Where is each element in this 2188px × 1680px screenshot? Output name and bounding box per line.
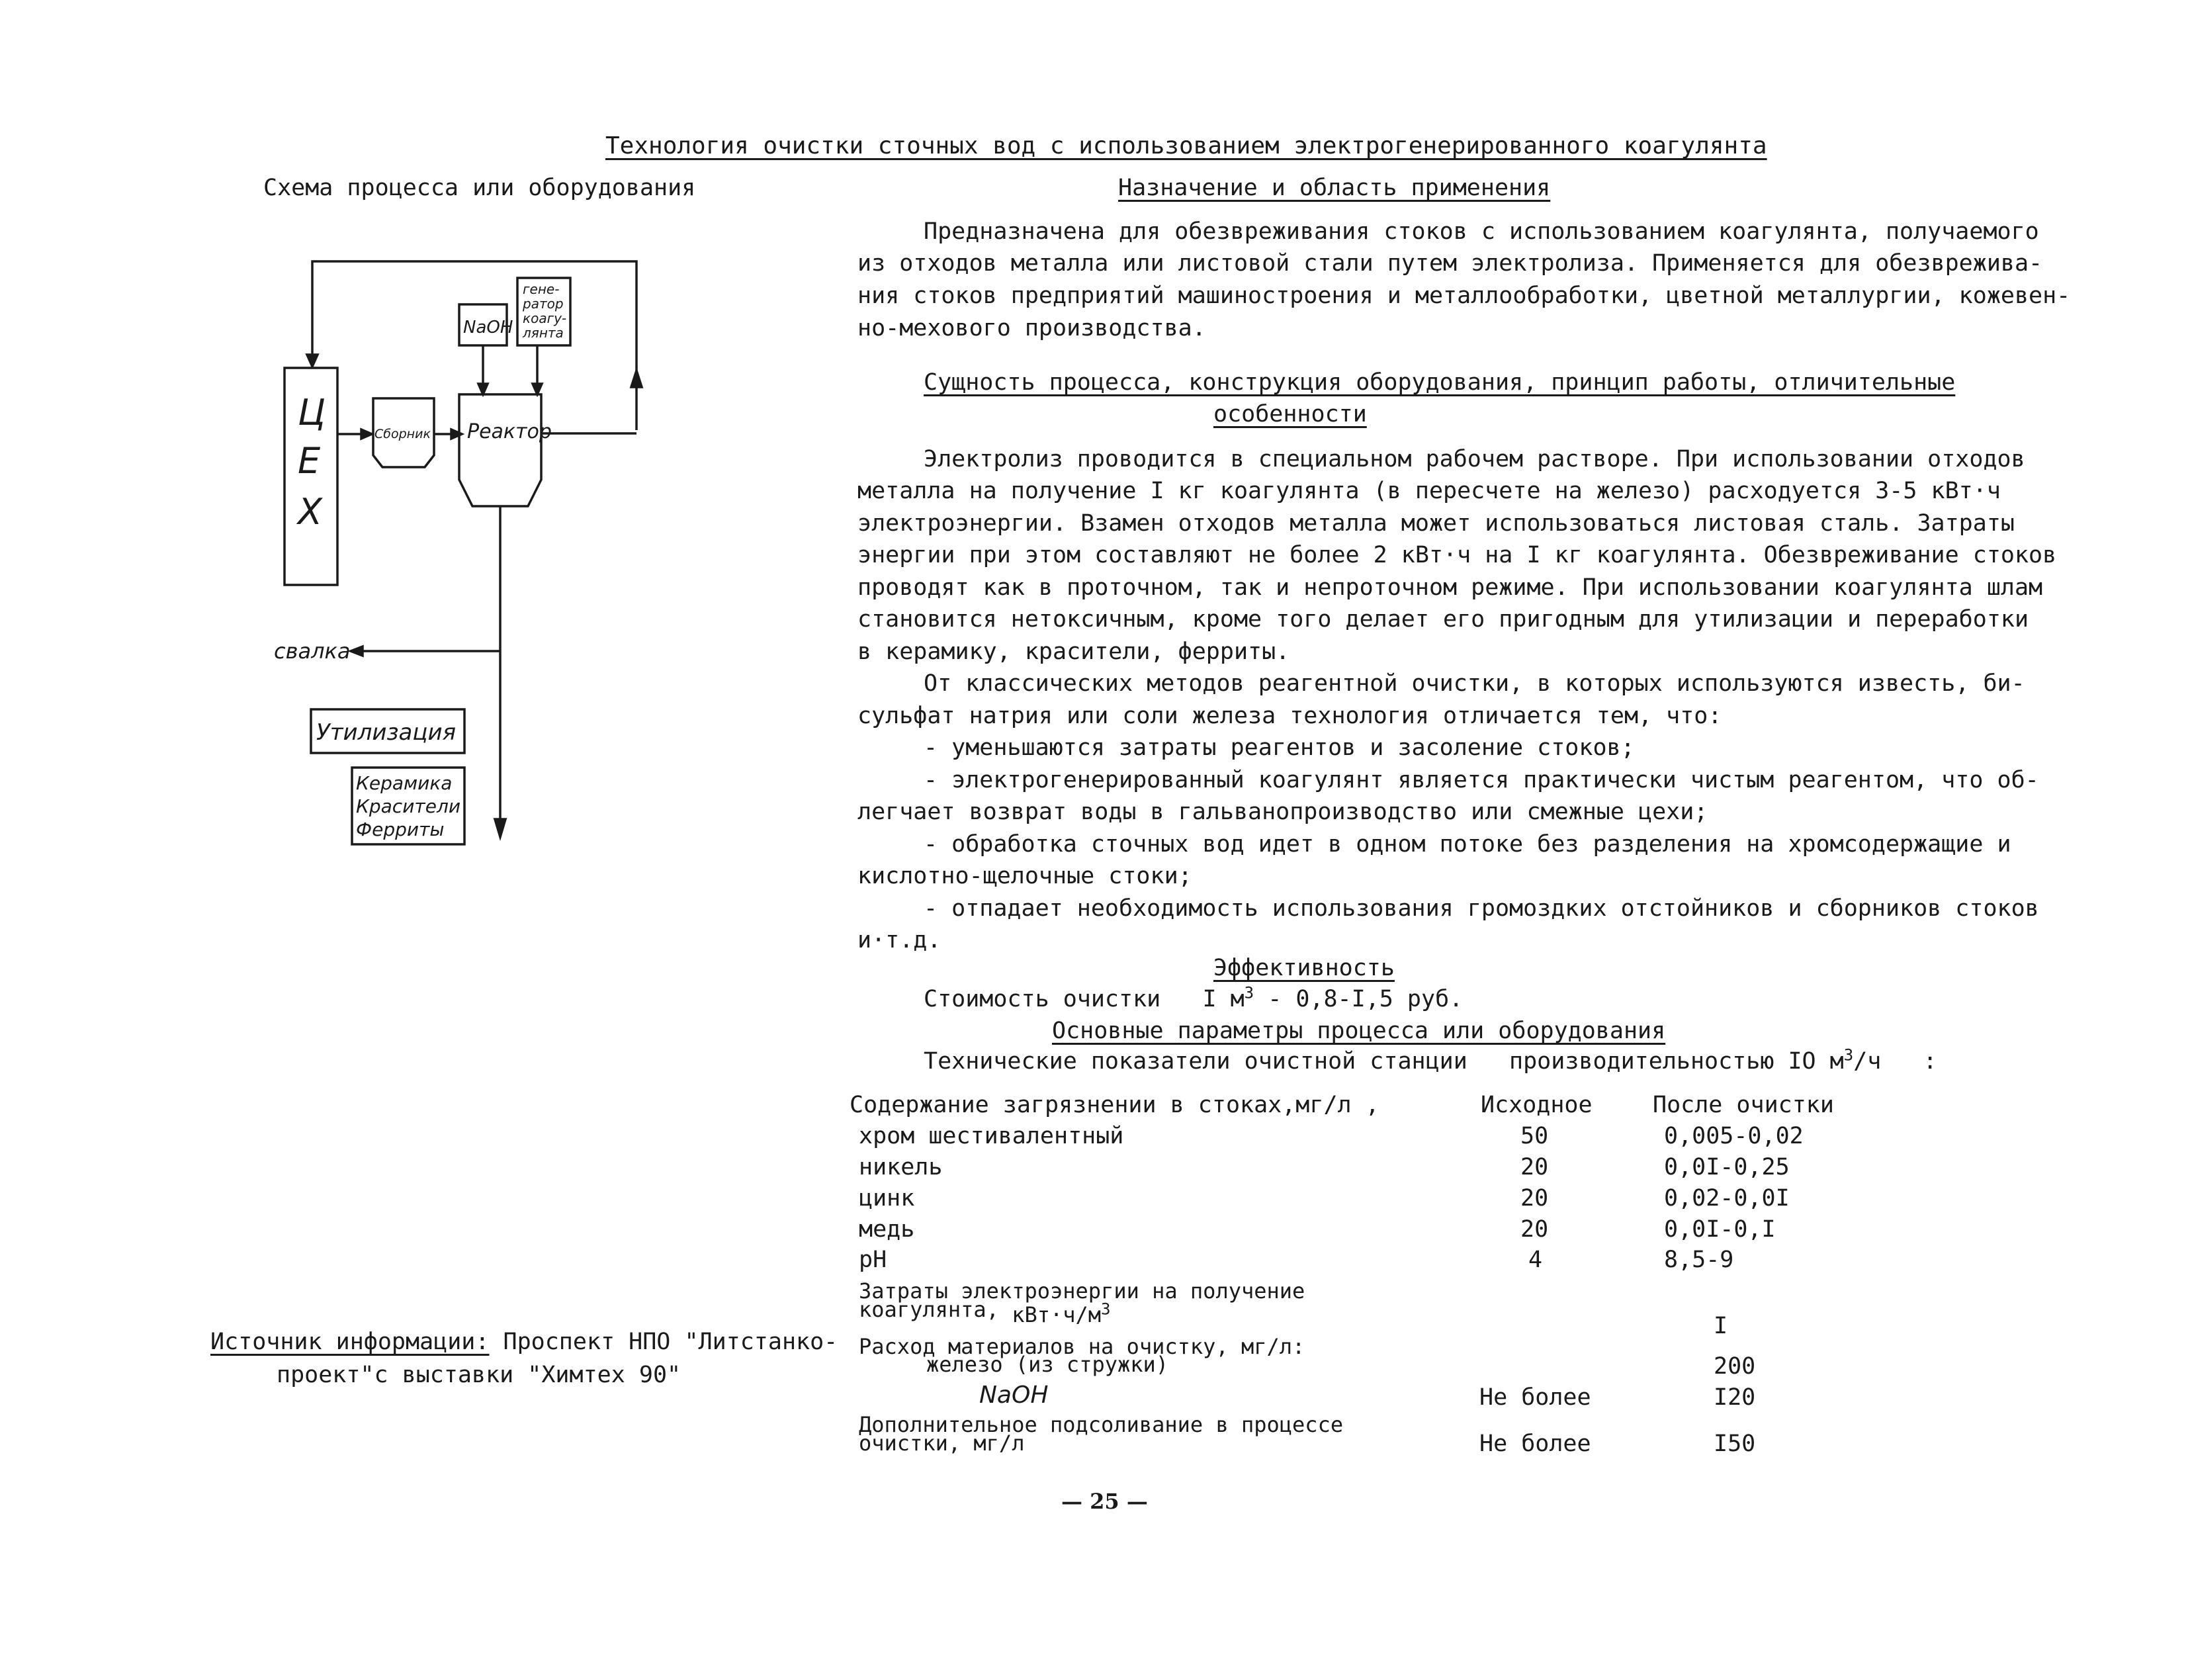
materials-iron-value: 200 bbox=[1714, 1353, 1756, 1380]
product-3: Ферриты bbox=[356, 818, 445, 840]
essence-line: проводят как в проточном, так и непроточном режиме. При использовании коагулянта шлам bbox=[857, 574, 2043, 601]
tsekh-letter-2: Е bbox=[298, 440, 321, 482]
materials-naoh-qual: Не более bbox=[1479, 1384, 1591, 1411]
cost-unit: I м bbox=[1202, 986, 1245, 1012]
essence-line: - обработка сточных вод идет в одном потоке без разделения на хромсодержащие и bbox=[924, 831, 2011, 858]
table-header-initial: Исходное bbox=[1481, 1092, 1593, 1118]
essence-line: легчает возврат воды в гальванопроизводство или смежные цехи; bbox=[857, 799, 1708, 825]
table-row-after: 0,0I-0,I bbox=[1664, 1216, 1776, 1243]
cost-label: Стоимость очистки bbox=[924, 986, 1161, 1012]
cost-row bbox=[924, 983, 1464, 1012]
essence-heading-2: особенности bbox=[1213, 401, 1367, 427]
table-row-name: хром шестивалентный bbox=[859, 1123, 1124, 1149]
table-row-after: 0,02-0,0I bbox=[1664, 1185, 1790, 1212]
energy-line-1: Затраты электроэнергии на получение bbox=[859, 1278, 1305, 1304]
energy-label: коагулянта, bbox=[859, 1297, 999, 1322]
svalka-label: свалка bbox=[274, 639, 351, 664]
tech-label: Технические показатели очистной станции bbox=[924, 1048, 1467, 1075]
essence-line: От классических методов реагентной очистки, в которых используются известь, би- bbox=[924, 670, 2025, 697]
essence-line: - отпадает необходимость использования громоздких отстойников и сборников стоков bbox=[924, 895, 2039, 922]
essence-line: и·т.д. bbox=[857, 927, 941, 953]
purpose-line: из отходов металла или листовой стали путем электролиза. Применяется для обезврежива- bbox=[857, 250, 2043, 277]
generator-line-1: гене- bbox=[523, 281, 560, 297]
naoh-label: NaOH bbox=[463, 318, 513, 337]
cost-value: - 0,8-I,5 руб. bbox=[1268, 986, 1464, 1012]
scheme-heading: Схема процесса или оборудования bbox=[263, 175, 696, 201]
essence-line: кислотно-щелочные стоки; bbox=[857, 863, 1192, 889]
energy-unit-sup: 3 bbox=[1101, 1300, 1111, 1319]
tech-row bbox=[924, 1045, 1937, 1075]
efficiency-heading: Эффективность bbox=[1213, 955, 1395, 981]
process-diagram bbox=[251, 245, 675, 854]
table-row-initial: 20 bbox=[1520, 1216, 1549, 1243]
sbornik-label: Сборник bbox=[374, 427, 431, 441]
salting-line-1: Дополнительное подсоливание в процессе bbox=[859, 1412, 1344, 1437]
purpose-line: но-мехового производства. bbox=[857, 315, 1206, 341]
source-label: Источник информации: bbox=[210, 1329, 490, 1355]
table-row-initial: 20 bbox=[1520, 1154, 1549, 1180]
table-row-name: медь bbox=[859, 1216, 915, 1243]
source-text-1: Проспект НПО "Литстанко- bbox=[503, 1329, 838, 1355]
utilizatsiya-label: Утилизация bbox=[316, 719, 457, 746]
essence-line: - электрогенерированный коагулянт является практически чистым реагентом, что об- bbox=[924, 767, 2039, 793]
essence-line: металла на получение I кг коагулянта (в пересчете на железо) расходуется 3-5 кВт·ч bbox=[857, 478, 2001, 504]
essence-line: электроэнергии. Взамен отходов металла может использоваться листовая сталь. Затраты bbox=[857, 510, 2015, 537]
energy-value: I bbox=[1714, 1313, 1728, 1339]
tsekh-letter-1: Ц bbox=[298, 392, 326, 433]
capacity: производительностью IO м bbox=[1509, 1048, 1844, 1075]
table-row-initial: 4 bbox=[1528, 1247, 1543, 1273]
table-row-name: цинк bbox=[859, 1185, 915, 1212]
energy-unit: $кВт\cdot ч/м^3$ bbox=[1012, 1300, 1111, 1327]
capacity-unit: /ч bbox=[1853, 1048, 1882, 1075]
cost-unit-sup: 3 bbox=[1244, 983, 1254, 1002]
reactor-label: Реактор bbox=[467, 420, 552, 443]
salting-qual: Не более bbox=[1479, 1431, 1591, 1457]
table-row-initial: 50 bbox=[1520, 1123, 1549, 1149]
page-number: — 25 — bbox=[1061, 1489, 1148, 1514]
essence-heading: Сущность процесса, конструкция оборудования, принцип работы, отличительные bbox=[924, 369, 1956, 396]
purpose-line: ния стоков предприятий машиностроения и металлообработки, цветной металлургии, кожевен- bbox=[857, 283, 2071, 309]
table-row-after: 0,005-0,02 bbox=[1664, 1123, 1804, 1149]
reactor-box bbox=[459, 394, 541, 506]
source-line-1 bbox=[210, 1329, 838, 1355]
table-header-after: После очистки bbox=[1653, 1092, 1834, 1118]
salting-value: I50 bbox=[1714, 1431, 1756, 1457]
purpose-line: Предназначена для обезвреживания стоков с использованием коагулянта, получаемого bbox=[924, 218, 2039, 245]
source-line-2: проект"с выставки "Химтех 90" bbox=[277, 1362, 681, 1388]
materials-naoh: NaOH bbox=[979, 1382, 1049, 1409]
purpose-heading: Назначение и область применения bbox=[1118, 175, 1551, 201]
table-row-initial: 20 bbox=[1520, 1185, 1549, 1212]
energy-line-2 bbox=[859, 1297, 1111, 1327]
table-row-name: никель bbox=[859, 1154, 943, 1180]
product-1: Керамика bbox=[356, 772, 453, 794]
generator-line-3: коагу- bbox=[523, 310, 567, 326]
parameters-heading: Основные параметры процесса или оборудования bbox=[1052, 1018, 1666, 1044]
table-row-after: 0,0I-0,25 bbox=[1664, 1154, 1790, 1180]
capacity-sup: 3 bbox=[1843, 1045, 1854, 1065]
table-header-label: Содержание загрязнении в стоках,мг/л , bbox=[850, 1092, 1379, 1118]
essence-line: становится нетоксичным, кроме того делает его пригодным для утилизации и переработки bbox=[857, 606, 2029, 633]
table-header bbox=[850, 1092, 1379, 1118]
generator-line-2: ратор bbox=[523, 296, 564, 312]
tsekh-letter-3: Х bbox=[298, 491, 322, 533]
essence-line: в керамику, красители, ферриты. bbox=[857, 639, 1290, 665]
generator-line-4: лянта bbox=[523, 325, 564, 341]
salting-line-2: очистки, мг/л bbox=[859, 1431, 1025, 1456]
product-2: Красители bbox=[356, 795, 461, 817]
table-row-after: 8,5-9 bbox=[1664, 1247, 1734, 1273]
essence-line: Электролиз проводится в специальном рабочем растворе. При использовании отходов bbox=[924, 446, 2025, 472]
document-title: Технология очистки сточных вод с использованием электрогенерированного коагулянта bbox=[605, 132, 1767, 159]
materials-naoh-value: I20 bbox=[1714, 1384, 1756, 1411]
table-row-name: pH bbox=[859, 1247, 887, 1273]
essence-line: - уменьшаются затраты реагентов и засоление стоков; bbox=[924, 734, 1635, 761]
materials-line-1: Расход материалов на очистку, мг/л: bbox=[859, 1334, 1305, 1359]
essence-line: энергии при этом составляют не более 2 кВт·ч на I кг коагулянта. Обезвреживание стоков bbox=[857, 542, 2057, 568]
materials-iron: железо (из стружки) bbox=[926, 1352, 1169, 1377]
capacity-colon: : bbox=[1923, 1048, 1937, 1075]
essence-line: сульфат натрия или соли железа технология отличается тем, что: bbox=[857, 703, 1722, 729]
